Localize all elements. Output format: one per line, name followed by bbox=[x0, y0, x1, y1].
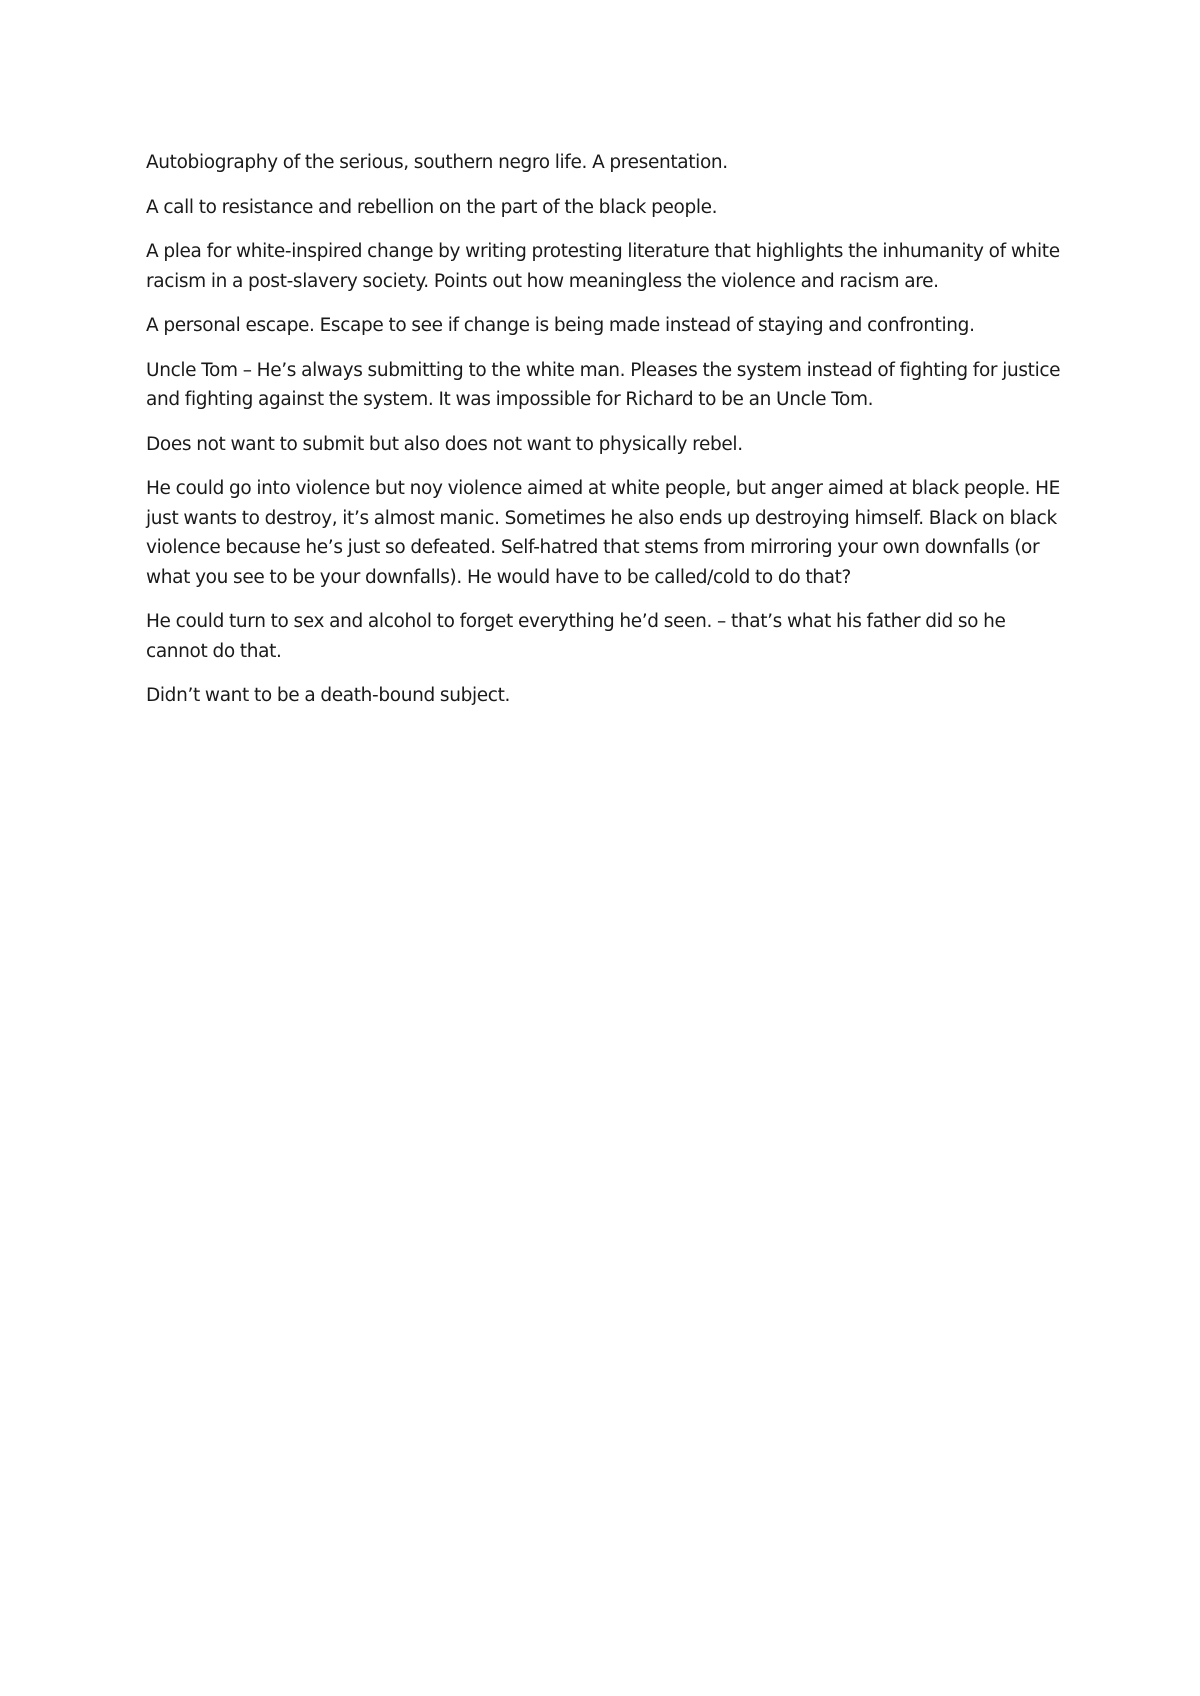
paragraph: Uncle Tom – He’s always submitting to the white man. Pleases the system instead of fighting for justice and fighting against the system. It was impossible for Richard to be an Uncle Tom. bbox=[146, 359, 1061, 410]
paragraph: He could go into violence but noy violence aimed at white people, but anger aimed at black people. HE just wants to destroy, it’s almost manic. Sometimes he also ends up destroying himself. Black on black violence because he’s just so defeated. Self-hatred that stems from mirroring your own downfalls (or what you see to be your downfalls). He would have to be called/cold to do that? bbox=[146, 478, 1060, 588]
paragraph: A plea for white-inspired change by writing protesting literature that highlights the inhumanity of white racism in a post-slavery society. Points out how meaningless the violence and racism are. bbox=[146, 241, 1060, 292]
document-body bbox=[146, 148, 1066, 726]
paragraph: Does not want to submit but also does not want to physically rebel. bbox=[146, 433, 743, 455]
paragraph: He could turn to sex and alcohol to forget everything he’d seen. – that’s what his father did so he cannot do that. bbox=[146, 611, 1006, 662]
paragraph: Autobiography of the serious, southern negro life. A presentation. bbox=[146, 152, 728, 173]
paragraph: A call to resistance and rebellion on the part of the black people. bbox=[146, 196, 718, 218]
paragraph: Didn’t want to be a death-bound subject. bbox=[146, 685, 511, 706]
paragraph: A personal escape. Escape to see if change is being made instead of staying and confronting. bbox=[146, 315, 975, 336]
